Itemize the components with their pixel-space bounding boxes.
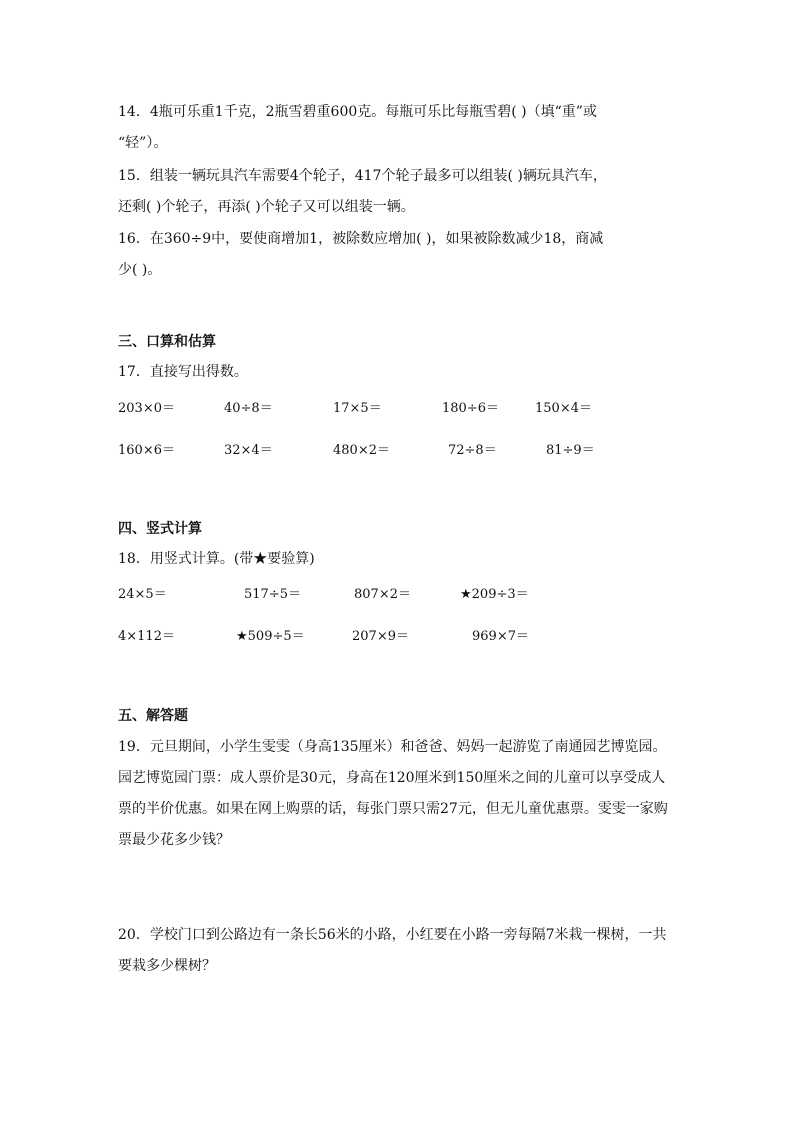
- oral-calc-item: 480×2＝: [333, 443, 390, 458]
- q16-line1: 16．在360÷9中，要使商增加1，被除数应增加( )，如果被除数减少18，商减: [118, 231, 604, 247]
- vertical-calc-item: ★509÷5＝: [236, 629, 305, 644]
- q17-prompt: 17．直接写出得数。: [118, 364, 248, 380]
- vertical-calc-item: ★209÷3＝: [460, 587, 529, 602]
- oral-calc-item: 17×5＝: [333, 401, 382, 416]
- section5-title: 五、解答题: [118, 708, 188, 724]
- q18-prompt: 18．用竖式计算。(带★要验算): [118, 551, 315, 567]
- oral-calc-item: 203×0＝: [118, 401, 175, 416]
- q19-line: 19．元旦期间，小学生雯雯（身高135厘米）和爸爸、妈妈一起游览了南通园艺博览园。: [118, 739, 667, 755]
- q15-line1: 15．组装一辆玩具汽车需要4个轮子，417个轮子最多可以组装( )辆玩具汽车，: [118, 168, 607, 184]
- q19-line: 票最少花多少钱？: [118, 832, 230, 848]
- oral-calc-item: 81÷9＝: [546, 443, 595, 458]
- q20-line: 要栽多少棵树？: [118, 958, 216, 974]
- q15-line2: 还剩( )个轮子，再添( )个轮子又可以组装一辆。: [118, 199, 415, 215]
- oral-calc-item: 40÷8＝: [224, 401, 273, 416]
- oral-calc-item: 180÷6＝: [442, 401, 499, 416]
- q14-line1: 14．4瓶可乐重1千克，2瓶雪碧重600克。每瓶可乐比每瓶雪碧( )（填“重”或: [118, 104, 597, 120]
- q16-line2: 少( )。: [118, 262, 162, 278]
- q19-line: 园艺博览园门票：成人票价是30元，身高在120厘米到150厘米之间的儿童可以享受成人: [118, 770, 666, 786]
- oral-calc-item: 160×6＝: [118, 443, 175, 458]
- q19-line: 票的半价优惠。如果在网上购票的话，每张门票只需27元，但无儿童优惠票。雯雯一家购: [118, 801, 668, 817]
- section4-title: 四、竖式计算: [118, 521, 202, 537]
- vertical-calc-item: 807×2＝: [354, 587, 411, 602]
- section3-title: 三、口算和估算: [118, 334, 216, 350]
- q14-line2: “轻”）。: [118, 135, 168, 151]
- q20-line: 20．学校门口到公路边有一条长56米的小路，小红要在小路一旁每隔7米栽一棵树，一共: [118, 927, 667, 943]
- vertical-calc-item: 24×5＝: [118, 587, 167, 602]
- oral-calc-item: 32×4＝: [224, 443, 273, 458]
- oral-calc-item: 72÷8＝: [448, 443, 497, 458]
- vertical-calc-item: 517÷5＝: [244, 587, 301, 602]
- oral-calc-item: 150×4＝: [535, 401, 592, 416]
- vertical-calc-item: 969×7＝: [472, 629, 529, 644]
- vertical-calc-item: 207×9＝: [352, 629, 409, 644]
- vertical-calc-item: 4×112＝: [118, 629, 175, 644]
